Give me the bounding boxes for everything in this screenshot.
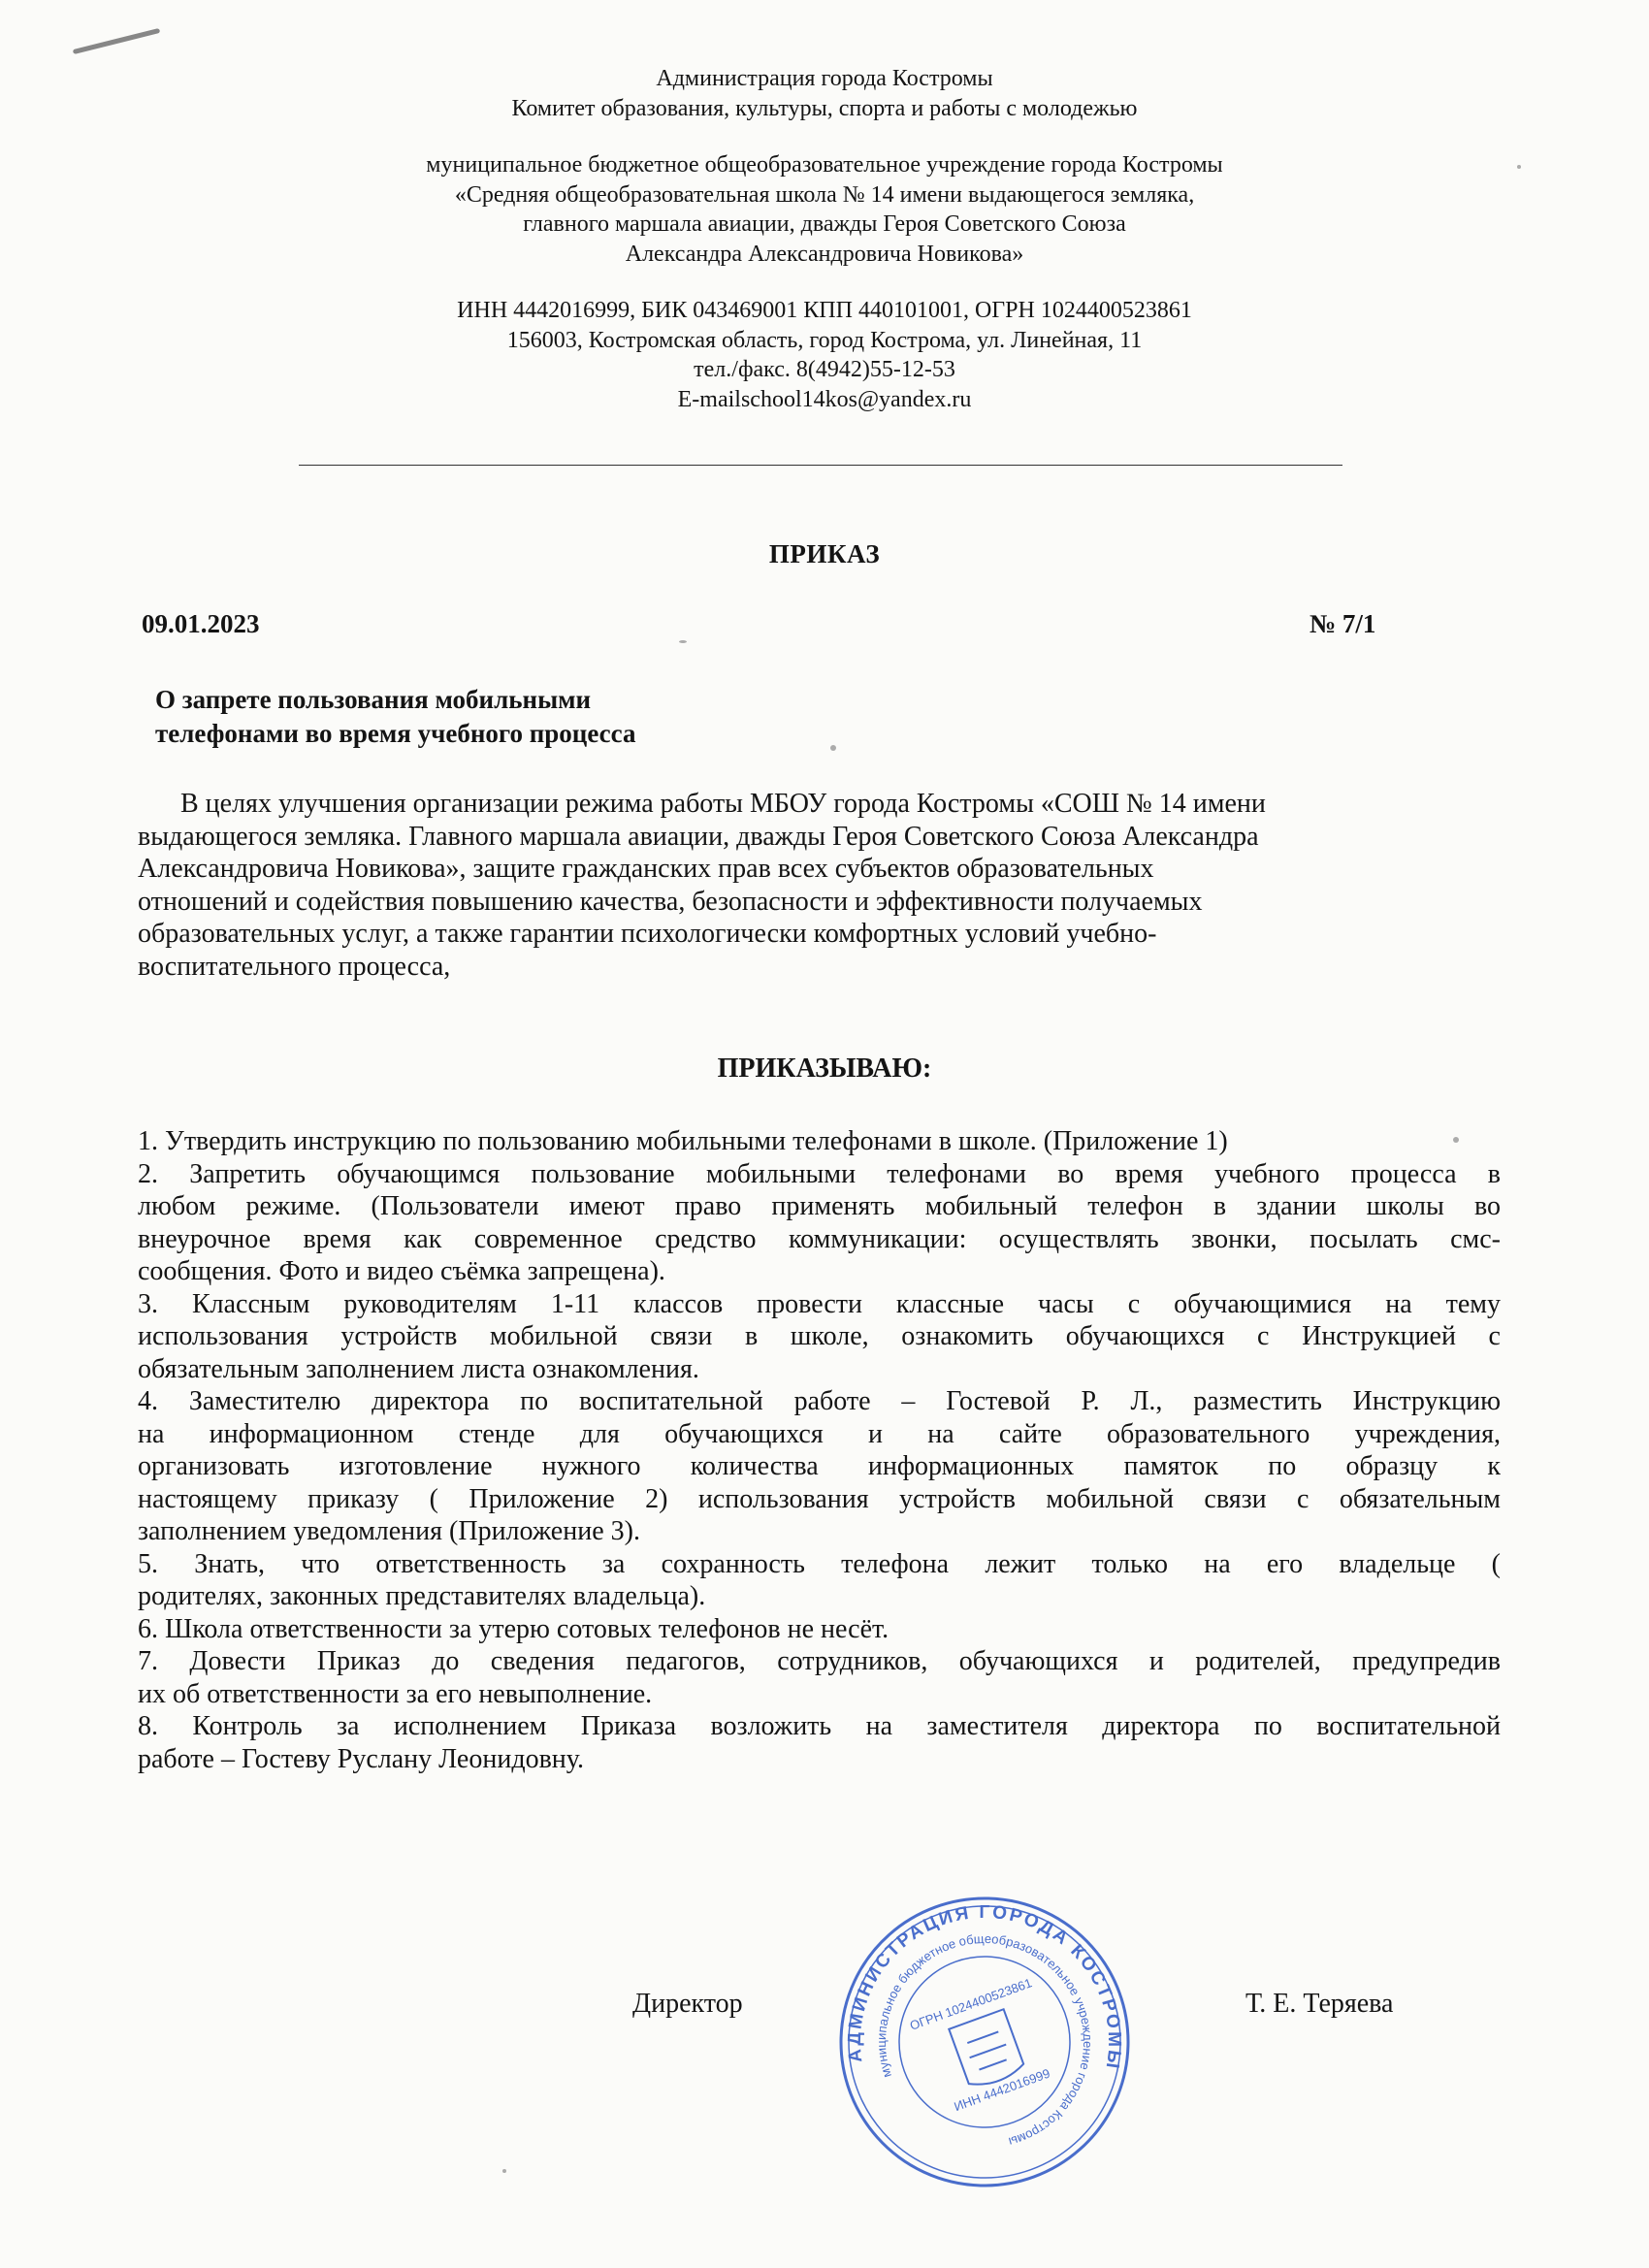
document-date: 09.01.2023 <box>142 609 260 638</box>
preamble-line: Александровича Новикова», защите гражданских прав всех субъектов образовательных <box>138 854 1154 884</box>
official-seal-stamp <box>834 1892 1135 2192</box>
header-line: Александра Александровича Новикова» <box>625 241 1024 267</box>
preamble-line: образовательных услуг, а также гарантии психологически комфортных условий учебно- <box>138 919 1157 949</box>
order-item-line: 4. Заместителю директора по воспитательной работе – Гостевой Р. Л., разместить Инструкцию <box>138 1386 1501 1416</box>
header-line: главного маршала авиации, дважды Героя Советского Союза <box>523 211 1126 237</box>
order-item-line: использования устройств мобильной связи в школе, ознакомить обучающихся с Инструкцией с <box>138 1321 1501 1351</box>
preamble-line: воспитательного процесса, <box>138 951 451 982</box>
order-item-line: 7. Довести Приказ до сведения педагогов, сотрудников, обучающихся и родителей, предупредив <box>138 1646 1501 1676</box>
order-item-line: 8. Контроль за исполнением Приказа возложить на заместителя директора по воспитательной <box>138 1711 1501 1741</box>
scan-speck <box>502 2169 506 2173</box>
preamble-line: выдающегося земляка. Главного маршала авиации, дважды Героя Советского Союза Александра <box>138 821 1259 852</box>
order-item-line: внеурочное время как современное средство коммуникации: осуществлять звонки, посылать смс- <box>138 1223 1501 1254</box>
document-title: ПРИКАЗ <box>768 539 881 568</box>
order-item-line: на информационном стенде для обучающихся и на сайте образовательного учреждения, <box>138 1418 1501 1449</box>
order-item-line: 3. Классным руководителям 1-11 классов провести классные часы с обучающимися на тему <box>138 1288 1501 1319</box>
scan-speck <box>1453 1137 1459 1143</box>
scan-artifact <box>73 28 160 54</box>
order-item-line: организовать изготовление нужного количества информационных памяток по образцу к <box>138 1451 1501 1481</box>
signature-position: Директор <box>632 1989 743 2019</box>
order-item-line: любом режиме. (Пользователи имеют право применять мобильный телефон в здании школы во <box>138 1191 1501 1221</box>
preamble-line: отношений и содействия повышению качества, безопасности и эффективности получаемых <box>138 886 1203 917</box>
header-line: 156003, Костромская область, город Кострома, ул. Линейная, 11 <box>506 327 1143 353</box>
header-divider <box>299 465 1342 466</box>
subject-line: О запрете пользования мобильными <box>155 685 592 714</box>
header-line: муниципальное бюджетное общеобразовательное учреждение города Костромы <box>426 152 1223 178</box>
order-item-line: работе – Гостеву Руслану Леонидовну. <box>138 1743 584 1774</box>
order-item-line: 2. Запретить обучающимся пользование мобильными телефонами во время учебного процесса в <box>138 1158 1501 1189</box>
scan-speck <box>1517 165 1521 169</box>
order-item-line: родителях, законных представителях владельца). <box>138 1581 706 1611</box>
header-line: Администрация города Костромы <box>656 66 993 91</box>
stamp-ogrn: ОГРН 1024400523861 <box>907 1975 1034 2033</box>
header-line: Комитет образования, культуры, спорта и работы с молодежью <box>511 95 1138 121</box>
preamble <box>138 788 1496 983</box>
scan-speck <box>679 640 687 643</box>
order-item-line: настоящему приказу ( Приложение 2) использования устройств мобильной связи с обязательным <box>138 1483 1501 1514</box>
preamble-line: В целях улучшения организации режима работы МБОУ города Костромы «СОШ № 14 имени <box>180 789 1266 819</box>
signature-name: Т. Е. Теряева <box>1245 1989 1394 2019</box>
stamp-inner-text: муниципальное бюджетное общеобразовательное учреждение города Костромы <box>873 1930 1096 2150</box>
order-item-line: обязательным заполнением листа ознакомления. <box>138 1353 699 1384</box>
order-item-line: заполнением уведомления (Приложение 3). <box>138 1516 640 1546</box>
document-subject <box>155 683 635 751</box>
header-line: ИНН 4442016999, БИК 043469001 КПП 440101001, ОГРН 1024400523861 <box>457 298 1192 323</box>
order-item-line: 1. Утвердить инструкцию по пользованию мобильными телефонами в школе. (Приложение 1) <box>138 1126 1228 1156</box>
order-item-line: 5. Знать, что ответственность за сохранность телефона лежит только на его владельце ( <box>138 1548 1501 1579</box>
header-line: тел./факс. 8(4942)55-12-53 <box>694 357 955 382</box>
stamp-outer-text: АДМИНИСТРАЦИЯ ГОРОДА КОСТРОМЫ <box>844 1901 1125 2072</box>
document-number: № 7/1 <box>1310 609 1376 638</box>
order-item-line: их об ответственности за его невыполнение. <box>138 1678 653 1709</box>
letterhead <box>213 64 1436 414</box>
scan-speck <box>830 745 836 751</box>
stamp-inn: ИНН 4442016999 <box>952 2065 1052 2115</box>
order-item-line: 6. Школа ответственности за утерю сотовых телефонов не несёт. <box>138 1613 889 1644</box>
order-heading: ПРИКАЗЫВАЮ: <box>717 1053 932 1084</box>
subject-line: телефонами во время учебного процесса <box>155 719 636 748</box>
header-line: «Средняя общеобразовательная школа № 14 имени выдающегося земляка, <box>454 181 1195 208</box>
order-item-line: сообщения. Фото и видео съёмка запрещена). <box>138 1256 665 1286</box>
svg-text:муниципальное бюджетное общеоб <box>843 1900 1126 2184</box>
header-email: E-mailschool14kos@yandex.ru <box>677 386 972 412</box>
order-items <box>138 1125 1501 1775</box>
